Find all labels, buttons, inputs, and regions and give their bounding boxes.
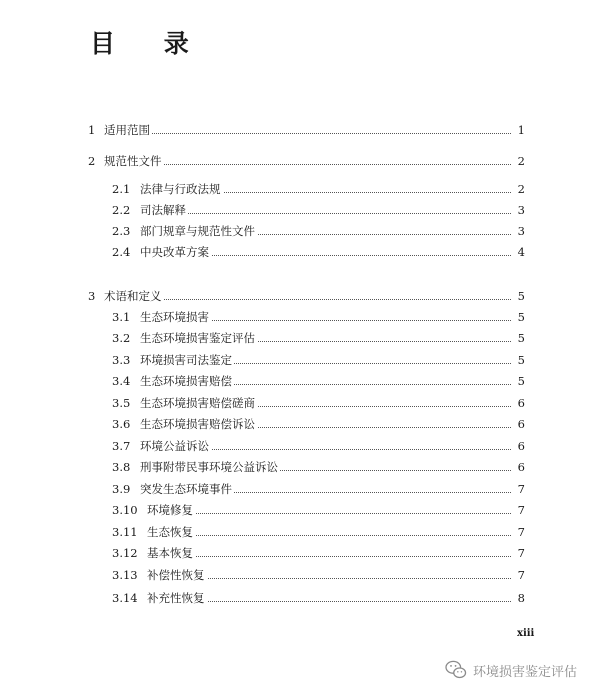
toc-label: 部门规章与规范性文件 [140, 224, 255, 238]
toc-label: 生态环境损害赔偿磋商 [140, 396, 255, 410]
toc-page-number: 7 [511, 501, 525, 519]
toc-leader [147, 556, 511, 557]
toc-number: 3.3 [112, 353, 131, 367]
toc-page-number: 5 [511, 287, 525, 305]
toc-leader [104, 299, 511, 300]
toc-page-number: 6 [511, 458, 525, 476]
watermark [445, 660, 577, 680]
toc-label: 生态恢复 [147, 525, 193, 539]
toc-number: 3.12 [112, 546, 138, 560]
toc-number: 3.11 [112, 525, 138, 539]
toc-number: 3.1 [112, 310, 131, 324]
toc-number: 3.9 [112, 482, 131, 496]
page-footer-number: xiii [517, 628, 535, 639]
toc-page-number: 2 [511, 152, 525, 170]
wechat-icon [445, 660, 467, 680]
toc-page-number: 1 [511, 121, 525, 139]
toc-label: 基本恢复 [147, 546, 193, 560]
toc-number: 3 [88, 289, 96, 303]
toc-label: 司法解释 [140, 203, 186, 217]
toc-label: 规范性文件 [104, 154, 162, 168]
toc-leader [147, 513, 511, 514]
toc-number: 2.1 [112, 182, 131, 196]
toc-label: 生态环境损害赔偿 [140, 374, 232, 388]
toc-number: 3.6 [112, 417, 131, 431]
toc-page-number: 5 [511, 308, 525, 326]
toc-number: 3.8 [112, 460, 131, 474]
toc-label: 生态环境损害 [140, 310, 209, 324]
toc-label: 环境公益诉讼 [140, 439, 209, 453]
toc-number: 2 [88, 154, 96, 168]
page-title: 目 录 [90, 29, 209, 58]
toc-leader [147, 535, 511, 536]
toc-page-number: 6 [511, 437, 525, 455]
toc-leader [140, 213, 511, 214]
toc-page-number: 6 [511, 394, 525, 412]
toc-page-number: 5 [511, 329, 525, 347]
toc-number: 3.5 [112, 396, 131, 410]
toc-page-number: 7 [511, 566, 525, 584]
toc-label: 突发生态环境事件 [140, 482, 232, 496]
toc-label: 法律与行政法规 [140, 182, 221, 196]
toc-leader [104, 164, 511, 165]
toc-number: 2.4 [112, 245, 131, 259]
toc-page-number: 3 [511, 201, 525, 219]
toc-page-number: 5 [511, 372, 525, 390]
toc-label: 环境损害司法鉴定 [140, 353, 232, 367]
toc-page-number: 8 [511, 589, 525, 607]
toc-number: 3.14 [112, 591, 138, 605]
toc-page-number: 7 [511, 544, 525, 562]
toc-label: 补偿性恢复 [147, 568, 205, 582]
toc-number: 2.2 [112, 203, 131, 217]
toc-label: 刑事附带民事环境公益诉讼 [140, 460, 278, 474]
toc-number: 3.10 [112, 503, 138, 517]
toc-page-number: 3 [511, 222, 525, 240]
toc-page-number: 2 [511, 180, 525, 198]
toc-number: 3.2 [112, 331, 131, 345]
toc-number: 3.7 [112, 439, 131, 453]
toc-label: 术语和定义 [104, 289, 162, 303]
toc-label: 环境修复 [147, 503, 193, 517]
toc-page-number: 7 [511, 523, 525, 541]
watermark-text: 环境损害鉴定评估 [473, 664, 578, 680]
toc-leader [104, 133, 511, 134]
toc-page-number: 4 [511, 243, 525, 261]
toc-page-number: 6 [511, 415, 525, 433]
toc-page-number: 7 [511, 480, 525, 498]
toc-number: 1 [88, 123, 96, 137]
toc-number: 3.4 [112, 374, 131, 388]
toc-number: 2.3 [112, 224, 131, 238]
toc-number: 3.13 [112, 568, 138, 582]
toc-label: 中央改革方案 [140, 245, 209, 259]
toc-label: 生态环境损害鉴定评估 [140, 331, 255, 345]
toc-page-number: 5 [511, 351, 525, 369]
toc-label: 补充性恢复 [147, 591, 205, 605]
toc-label: 适用范围 [104, 123, 150, 137]
toc-label: 生态环境损害赔偿诉讼 [140, 417, 255, 431]
